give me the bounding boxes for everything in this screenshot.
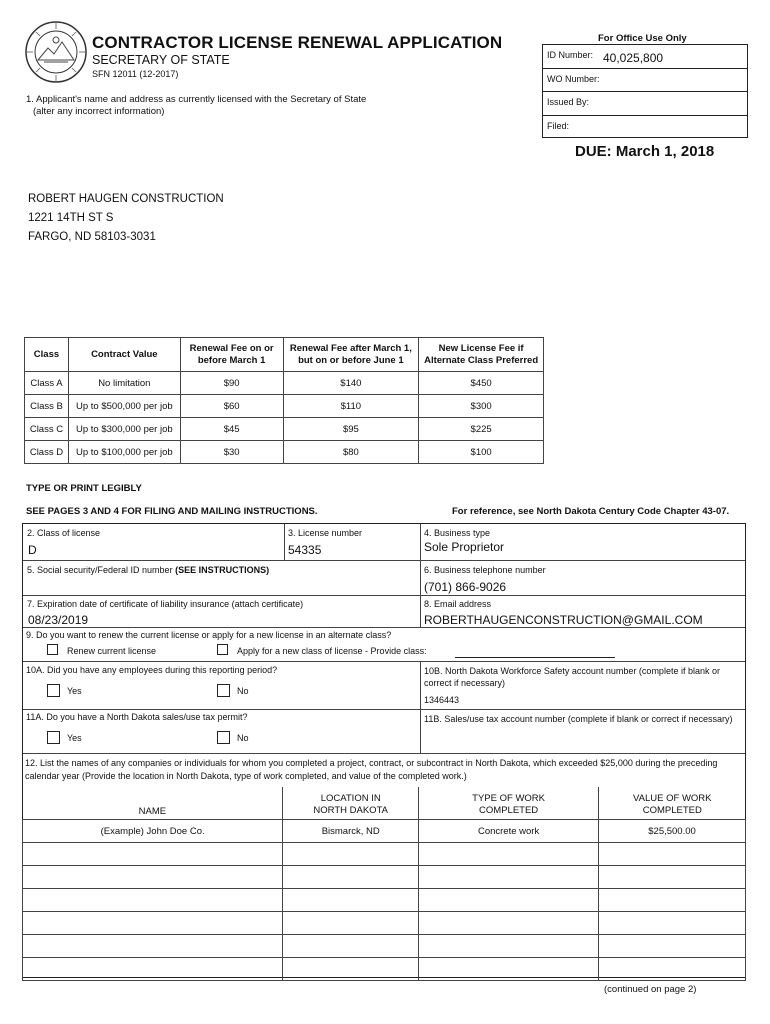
table-cell: Class D xyxy=(25,441,69,464)
due-date: DUE: March 1, 2018 xyxy=(575,143,715,160)
table-cell: $110 xyxy=(283,395,419,418)
table-row[interactable] xyxy=(23,889,746,912)
email-value: ROBERTHAUGENCONSTRUCTION@GMAIL.COM xyxy=(424,613,703,627)
fee-header-contract-value: Contract Value xyxy=(68,338,180,372)
wo-number-label: WO Number: xyxy=(547,73,600,84)
table-cell[interactable] xyxy=(599,958,746,981)
class-of-license-label: 2. Class of license xyxy=(27,528,101,538)
ssn-label-text: 5. Social security/Federal ID number xyxy=(27,565,173,575)
office-use-box xyxy=(542,44,748,138)
projects-header-location: LOCATION IN NORTH DAKOTA xyxy=(283,787,419,820)
table-cell[interactable] xyxy=(283,912,419,935)
q11a-no-checkbox[interactable] xyxy=(217,731,230,744)
table-cell: $225 xyxy=(419,418,544,441)
insurance-expiration-field[interactable] xyxy=(23,596,421,628)
example-type: Concrete work xyxy=(419,820,599,843)
office-filed-row xyxy=(543,116,747,140)
table-row xyxy=(25,441,544,464)
q10a-yes-checkbox[interactable] xyxy=(47,684,60,697)
table-row[interactable] xyxy=(23,866,746,889)
q9-section xyxy=(23,628,745,662)
q9-label: 9. Do you want to renew the current license or apply for a new license in an alternate class? xyxy=(26,630,392,640)
phone-label: 6. Business telephone number xyxy=(424,565,546,575)
table-cell: $300 xyxy=(419,395,544,418)
apply-new-class-checkbox[interactable] xyxy=(217,644,228,655)
license-number-value: 54335 xyxy=(288,543,322,557)
example-name: (Example) John Doe Co. xyxy=(23,820,283,843)
applicant-instructions xyxy=(26,94,366,118)
applicant-name[interactable]: ROBERT HAUGEN CONSTRUCTION xyxy=(28,193,224,205)
q11a-label: 11A. Do you have a North Dakota sales/use tax permit? xyxy=(26,712,248,722)
issued-by-label: Issued By: xyxy=(547,97,590,107)
fee-header-class: Class xyxy=(25,338,69,372)
table-row[interactable] xyxy=(23,912,746,935)
table-cell[interactable] xyxy=(23,889,283,912)
table-cell[interactable] xyxy=(599,935,746,958)
table-cell: Class B xyxy=(25,395,69,418)
table-cell: $80 xyxy=(283,441,419,464)
office-use-heading: For Office Use Only xyxy=(598,33,687,44)
q10b-label: 10B. North Dakota Workforce Safety account number (complete if blank or correct if necessary) xyxy=(424,666,720,688)
filed-label: Filed: xyxy=(547,120,570,131)
email-field[interactable] xyxy=(421,596,745,628)
projects-header-type: TYPE OF WORK COMPLETED xyxy=(419,787,599,820)
example-value: $25,500.00 xyxy=(599,820,746,843)
table-row xyxy=(25,372,544,395)
continued-note: (continued on page 2) xyxy=(604,984,697,995)
table-cell: $90 xyxy=(180,372,283,395)
q11b-field[interactable] xyxy=(421,710,745,754)
table-cell[interactable] xyxy=(419,866,599,889)
table-cell[interactable] xyxy=(419,912,599,935)
table-cell[interactable] xyxy=(599,843,746,866)
class-of-license-value: D xyxy=(28,543,37,557)
insurance-expiration-label: 7. Expiration date of certificate of liability insurance (attach certificate) xyxy=(27,599,304,609)
fee-table xyxy=(24,337,544,464)
state-seal-logo xyxy=(24,20,88,84)
table-cell[interactable] xyxy=(283,889,419,912)
table-cell[interactable] xyxy=(23,912,283,935)
q12-section xyxy=(23,754,745,788)
table-cell: $95 xyxy=(283,418,419,441)
fee-header-renewal-after: Renewal Fee after March 1, but on or before June 1 xyxy=(283,338,419,372)
new-class-input[interactable] xyxy=(455,657,615,658)
fee-header-renewal-before: Renewal Fee on or before March 1 xyxy=(180,338,283,372)
table-cell: Up to $300,000 per job xyxy=(68,418,180,441)
agency-name: SECRETARY OF STATE xyxy=(92,53,230,67)
q10a-section xyxy=(23,662,421,710)
table-cell[interactable] xyxy=(283,843,419,866)
q11a-yes-label: Yes xyxy=(67,733,82,743)
ssn-label-bold: (SEE INSTRUCTIONS) xyxy=(175,565,270,575)
projects-header-value: VALUE OF WORK COMPLETED xyxy=(599,787,746,820)
table-cell[interactable] xyxy=(419,889,599,912)
q10a-yes-label: Yes xyxy=(67,686,82,696)
form-title: CONTRACTOR LICENSE RENEWAL APPLICATION xyxy=(92,33,503,52)
table-cell: $140 xyxy=(283,372,419,395)
table-cell: Up to $100,000 per job xyxy=(68,441,180,464)
table-cell[interactable] xyxy=(599,912,746,935)
q11a-yes-checkbox[interactable] xyxy=(47,731,60,744)
form-number: SFN 12011 (12-2017) xyxy=(92,69,179,79)
q11a-no-label: No xyxy=(237,733,249,743)
table-row[interactable] xyxy=(23,935,746,958)
q11b-label: 11B. Sales/use tax account number (complete if blank or correct if necessary) xyxy=(424,714,733,724)
table-cell[interactable] xyxy=(419,958,599,981)
office-id-row xyxy=(543,45,747,69)
renew-current-label: Renew current license xyxy=(67,646,157,656)
insurance-expiration-value: 08/23/2019 xyxy=(28,613,89,627)
ssn-label xyxy=(27,565,269,575)
table-row xyxy=(23,820,746,843)
example-location: Bismarck, ND xyxy=(283,820,419,843)
q12-label: 12. List the names of any companies or individuals for whom you completed a project, contract, or subcontract in North Dakota, which exceeded $25,000 during the preceding calendar year (Provide the location in North Dakota, type of work completed, and value of the completed work.) xyxy=(25,758,718,781)
q10b-value: 1346443 xyxy=(424,695,460,705)
table-cell[interactable] xyxy=(283,935,419,958)
projects-table xyxy=(22,787,746,981)
office-issued-row xyxy=(543,92,747,116)
business-type-label: 4. Business type xyxy=(424,528,491,538)
license-number-label: 3. License number xyxy=(288,528,363,538)
applicant-city[interactable]: FARGO, ND 58103-3031 xyxy=(28,231,156,243)
table-cell[interactable] xyxy=(283,866,419,889)
table-cell: $45 xyxy=(180,418,283,441)
table-cell[interactable] xyxy=(23,958,283,981)
renew-current-checkbox[interactable] xyxy=(47,644,58,655)
email-label: 8. Email address xyxy=(424,599,492,609)
projects-header-name: NAME xyxy=(23,787,283,820)
table-cell: No limitation xyxy=(68,372,180,395)
q11a-section xyxy=(23,710,421,754)
business-type-value: Sole Proprietor xyxy=(424,540,505,554)
table-row[interactable] xyxy=(23,843,746,866)
id-number-label: ID Number: xyxy=(547,50,594,60)
ssn-field[interactable] xyxy=(23,561,421,596)
q10a-no-checkbox[interactable] xyxy=(217,684,230,697)
table-row xyxy=(25,395,544,418)
table-cell: $60 xyxy=(180,395,283,418)
q10a-no-label: No xyxy=(237,686,249,696)
table-cell: Up to $500,000 per job xyxy=(68,395,180,418)
projects-table-header xyxy=(23,787,746,820)
q10a-label: 10A. Did you have any employees during this reporting period? xyxy=(26,665,278,675)
table-cell: $30 xyxy=(180,441,283,464)
phone-field[interactable] xyxy=(421,561,745,596)
applicant-street[interactable]: 1221 14TH ST S xyxy=(28,212,114,224)
table-cell: Class A xyxy=(25,372,69,395)
phone-value: (701) 866-9026 xyxy=(424,580,507,594)
table-cell[interactable] xyxy=(23,843,283,866)
office-wo-row xyxy=(543,69,747,93)
fee-header-new-license: New License Fee if Alternate Class Preferred xyxy=(419,338,544,372)
table-cell[interactable] xyxy=(599,866,746,889)
table-cell: Class C xyxy=(25,418,69,441)
table-cell[interactable] xyxy=(23,866,283,889)
business-type-field[interactable] xyxy=(421,524,745,561)
table-cell[interactable] xyxy=(599,889,746,912)
fee-table-header xyxy=(25,338,544,372)
table-cell: $450 xyxy=(419,372,544,395)
see-pages-note: SEE PAGES 3 AND 4 FOR FILING AND MAILING INSTRUCTIONS. xyxy=(26,506,318,517)
reference-note: For reference, see North Dakota Century Code Chapter 43-07. xyxy=(452,506,730,517)
apply-new-class-label: Apply for a new class of license - Provide class: xyxy=(237,646,427,656)
instruction-line-1: 1. Applicant's name and address as currently licensed with the Secretary of State xyxy=(26,94,367,105)
table-cell: $100 xyxy=(419,441,544,464)
license-number-field[interactable] xyxy=(285,524,421,561)
table-cell[interactable] xyxy=(419,935,599,958)
id-number-value: 40,025,800 xyxy=(603,51,664,65)
table-cell[interactable] xyxy=(419,843,599,866)
class-of-license-field[interactable] xyxy=(23,524,285,561)
table-cell[interactable] xyxy=(283,958,419,981)
table-cell[interactable] xyxy=(23,935,283,958)
q10b-field[interactable] xyxy=(421,662,745,710)
type-print-note: TYPE OR PRINT LEGIBLY xyxy=(26,483,142,494)
table-row[interactable] xyxy=(23,958,746,981)
table-row xyxy=(25,418,544,441)
instruction-line-2: (alter any incorrect information) xyxy=(33,106,165,117)
